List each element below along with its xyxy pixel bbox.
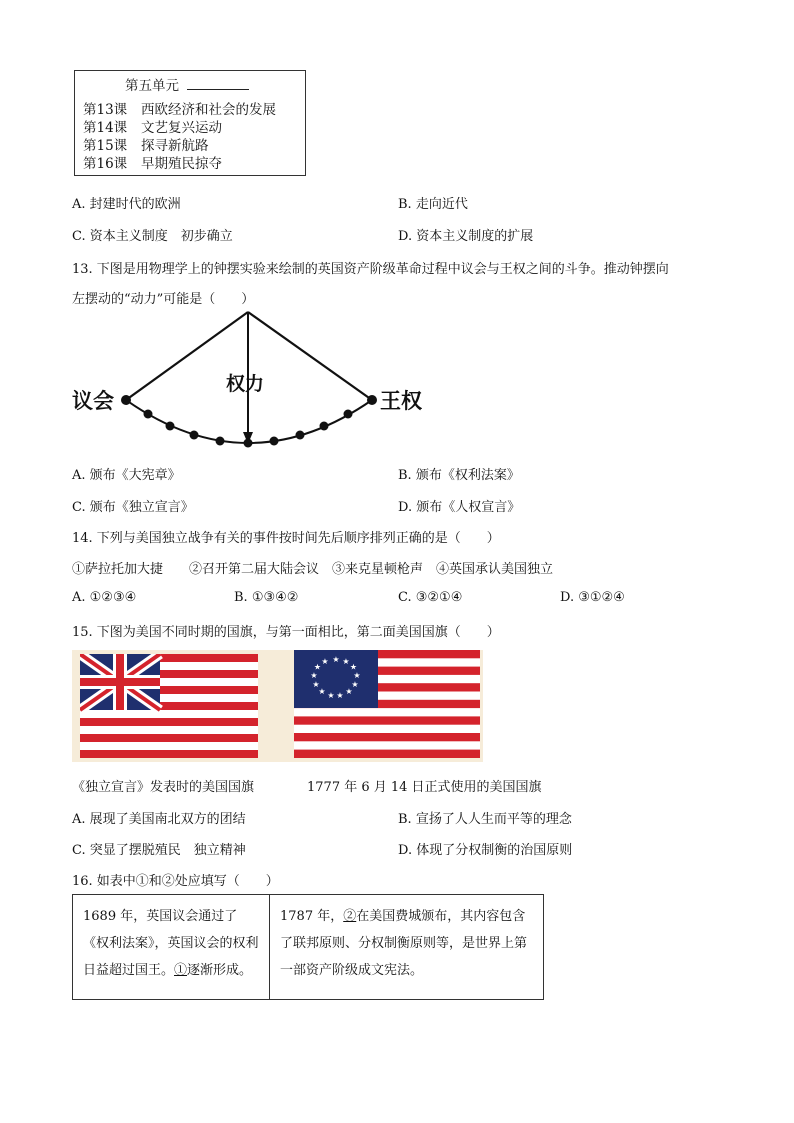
cell-right-text-end: 在美国费城颁布，其内容包含了联邦原则、分权制衡原则等，是世界上第一部资产阶级成文宪法。	[280, 909, 528, 978]
royal-power-label: 王权	[380, 389, 422, 413]
flag-caption-left: 《独立宣言》发表时的美国国旗	[72, 780, 255, 795]
q14-option-a[interactable]: A. ①②③④	[72, 590, 137, 605]
q16-stem: 16. 如表中①和②处应填写（ ）	[72, 874, 279, 889]
arc-dot	[296, 431, 305, 440]
parliament-label: 议会	[72, 389, 114, 413]
q15-option-a[interactable]: A. 展现了美国南北双方的团结	[72, 812, 246, 827]
q16-cell-right	[270, 895, 544, 1000]
q13-stem-line2: 左摆动的“动力”可能是（ ）	[72, 292, 255, 307]
lesson-name: 西欧经济和社会的发展	[141, 102, 276, 118]
cell-left-text: 1689 年，英国议会通过了《权利法案》，英国议会的权利日益超过国王。	[83, 909, 259, 978]
lesson-number: 第16课	[83, 156, 128, 172]
arc-dot-left-end	[121, 395, 131, 405]
lesson-item	[83, 101, 276, 119]
lesson-item	[83, 119, 222, 137]
svg-text:★: ★	[345, 687, 353, 696]
flag-caption-right: 1777 年 6 月 14 日正式使用的美国国旗	[307, 780, 542, 795]
arc-dot	[320, 422, 329, 431]
q12-option-c[interactable]: C. 资本主义制度 初步确立	[72, 229, 233, 244]
svg-text:★: ★	[321, 657, 329, 666]
svg-text:★: ★	[310, 671, 318, 680]
pendulum-diagram	[66, 308, 446, 458]
arc-dot	[144, 410, 153, 419]
lesson-name: 文艺复兴运动	[141, 120, 222, 136]
svg-text:★: ★	[349, 662, 358, 672]
svg-text:★: ★	[327, 691, 335, 700]
q15-option-d[interactable]: D. 体现了分权制衡的治国原则	[398, 843, 573, 858]
svg-text:★: ★	[342, 657, 350, 666]
q13-option-d[interactable]: D. 颁布《人权宣言》	[398, 500, 521, 515]
q14-stem: 14. 下列与美国独立战争有关的事件按时间先后顺序排列正确的是（ ）	[72, 531, 500, 546]
union-canton	[80, 654, 160, 710]
unit-title	[125, 77, 249, 95]
q12-option-d[interactable]: D. 资本主义制度的扩展	[398, 229, 534, 244]
q12-option-a[interactable]: A. 封建时代的欧洲	[72, 197, 181, 212]
pendulum-right-rod	[248, 312, 372, 400]
svg-text:★: ★	[351, 680, 359, 689]
arc-dot	[190, 431, 199, 440]
q14-events: ①萨拉托加大捷 ②召开第二届大陆会议 ③来克星顿枪声 ④英国承认美国独立	[72, 562, 554, 577]
grand-union-flag	[80, 654, 258, 758]
q12-option-b[interactable]: B. 走向近代	[398, 197, 468, 212]
cell-right-text: 1787 年，	[280, 909, 344, 924]
flags-image	[72, 650, 483, 762]
betsy-ross-flag	[294, 650, 480, 758]
q14-option-d[interactable]: D. ③①②④	[560, 590, 625, 605]
svg-text:★: ★	[332, 655, 340, 664]
blank-marker-1: ①	[174, 963, 188, 978]
arc-dot-right-end	[367, 395, 377, 405]
svg-text:★: ★	[312, 680, 320, 689]
arc-dot	[166, 422, 175, 431]
q15-stem: 15. 下图为美国不同时期的国旗，与第一面相比，第二面美国国旗（ ）	[72, 625, 500, 640]
power-label: 权力	[226, 373, 265, 395]
q14-option-c[interactable]: C. ③②①④	[398, 590, 463, 605]
q15-option-b[interactable]: B. 宣扬了人人生而平等的理念	[398, 812, 572, 827]
svg-text:★: ★	[336, 691, 344, 700]
arc-dot	[244, 439, 253, 448]
unit-title-text: 第五单元	[125, 78, 179, 94]
svg-text:★: ★	[318, 687, 326, 696]
unit-title-blank	[187, 77, 249, 90]
lesson-item	[83, 155, 222, 173]
svg-text:★: ★	[353, 671, 361, 680]
arc-dot	[216, 437, 225, 446]
lesson-name: 早期殖民掠夺	[141, 156, 222, 172]
q13-option-c[interactable]: C. 颁布《独立宣言》	[72, 500, 194, 515]
q14-option-b[interactable]: B. ①③④②	[234, 590, 299, 605]
lesson-number: 第13课	[83, 102, 128, 118]
q13-stem-line1: 13. 下图是用物理学上的钟摆实验来绘制的英国资产阶级革命过程中议会与王权之间的斗争。推动钟摆向	[72, 262, 669, 277]
lesson-number: 第14课	[83, 120, 128, 136]
q16-cell-left	[73, 895, 270, 1000]
q13-option-a[interactable]: A. 颁布《大宪章》	[72, 468, 181, 483]
q15-option-c[interactable]: C. 突显了摆脱殖民 独立精神	[72, 843, 246, 858]
svg-text:★: ★	[313, 662, 322, 672]
lesson-item	[83, 137, 209, 155]
q16-table	[72, 894, 544, 1000]
unit-outline-box	[74, 70, 306, 176]
lesson-name: 探寻新航路	[141, 138, 209, 154]
lesson-number: 第15课	[83, 138, 128, 154]
arc-dot	[344, 410, 353, 419]
q13-option-b[interactable]: B. 颁布《权利法案》	[398, 468, 520, 483]
blank-marker-2: ②	[343, 909, 357, 924]
arc-dot	[270, 437, 279, 446]
cell-left-text-end: 逐渐形成。	[187, 963, 253, 978]
